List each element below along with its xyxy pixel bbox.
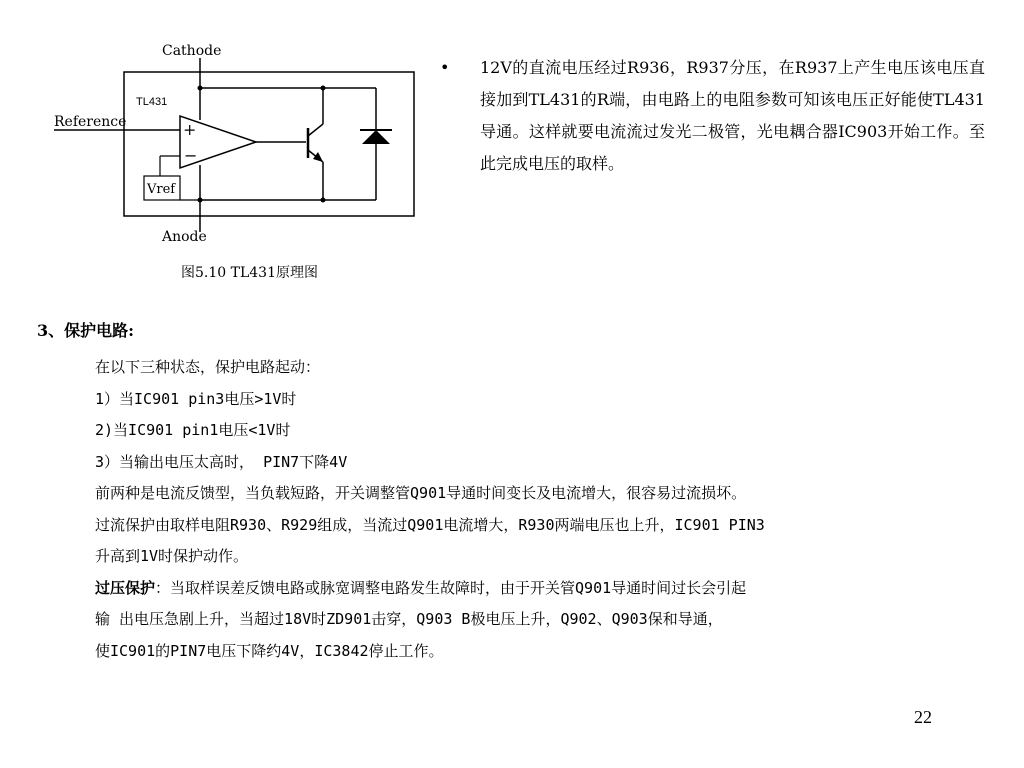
intro-line: 在以下三种状态，保护电路起动：	[95, 358, 321, 376]
paragraph-line: 前两种是电流反馈型，当负载短路，开关调整管Q901导通时间变长及电流增大，很容易过流损坏。	[95, 484, 747, 502]
plus-sign: +	[183, 120, 197, 139]
minus-sign: −	[184, 146, 198, 165]
paragraph-line: 升高到1V时保护动作。	[95, 547, 249, 565]
ovp-line	[95, 573, 975, 605]
vref-label: Vref	[147, 182, 176, 197]
ovp-line: 使IC901的PIN7电压下降约4V，IC3842停止工作。	[95, 641, 444, 660]
section-body	[95, 352, 975, 667]
transistor-collector	[308, 124, 323, 136]
ovp-label: 过压保护	[95, 578, 156, 597]
section-title: 3、保护电路:	[37, 321, 135, 340]
bullet-item	[440, 52, 985, 180]
bullet-marker: •	[440, 58, 450, 77]
tl431-schematic	[50, 40, 430, 250]
diode-triangle	[362, 130, 390, 144]
anode-label: Anode	[162, 229, 207, 245]
chip-label: TL431	[136, 96, 168, 108]
emitter-arrow	[313, 152, 323, 162]
condition-3: 3）当输出电压太高时， PIN7下降4V	[95, 452, 348, 471]
bullet-paragraph	[440, 52, 985, 180]
cathode-label: Cathode	[162, 43, 222, 59]
ovp-text: ：当取样误差反馈电路或脉宽调整电路发生故障时，由于开关管Q901导通时间过长会引起	[155, 578, 747, 597]
condition-1: 1）当IC901 pin3电压>1V时	[95, 389, 297, 408]
ovp-line: 输 出电压急剧上升，当超过18V时ZD901击穿，Q903 B极电压上升，Q902、Q903保和导通，	[95, 610, 723, 628]
page-number: 22	[914, 707, 932, 727]
condition-2: 2)当IC901 pin1电压<1V时	[95, 421, 291, 439]
reference-label: Reference	[54, 114, 127, 130]
figure-caption: 图5.10 TL431原理图	[181, 265, 318, 281]
paragraph-line: 过流保护由取样电阻R930、R929组成，当流过Q901电流增大，R930两端电压也上升，IC901 PIN3	[95, 515, 765, 534]
schematic-svg	[50, 40, 430, 250]
bullet-text: 12V的直流电压经过R936，R937分压，在R937上产生电压该电压直接加到TL431的R端，由电路上的电阻参数可知该电压正好能使TL431导通。这样就要电流流过发光二极管，光电耦合器IC903开始工作。至此完成电压的取样。	[480, 58, 985, 173]
